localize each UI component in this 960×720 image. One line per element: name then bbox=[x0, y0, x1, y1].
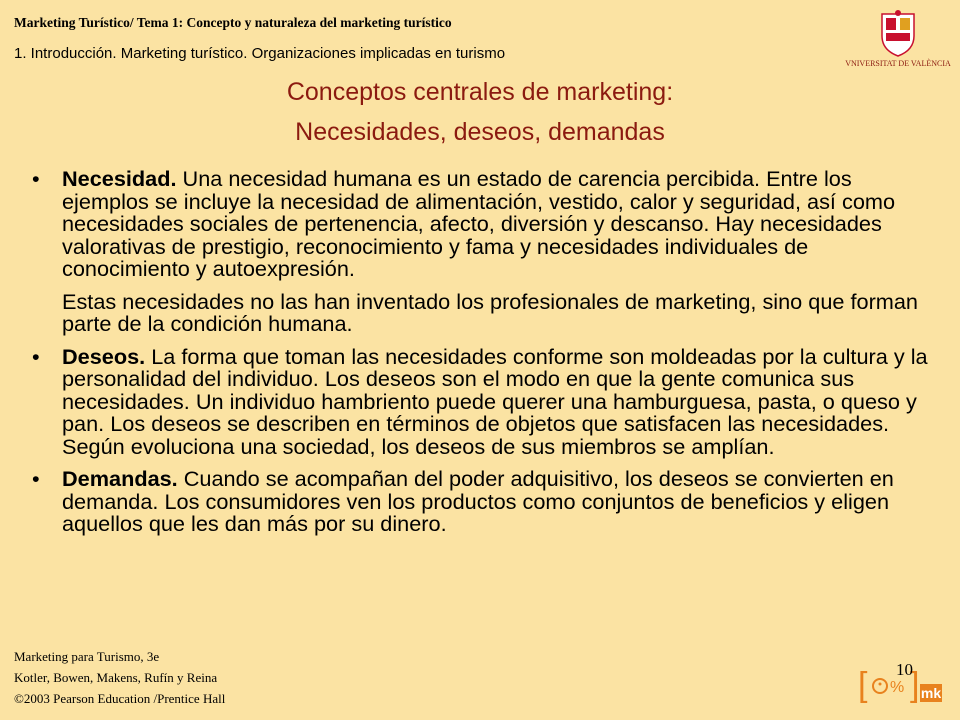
university-logo-text: VNIVERSITAT DE VALÈNCIA bbox=[845, 59, 951, 68]
face-icon bbox=[873, 679, 887, 693]
bullet-term: Necesidad. bbox=[62, 166, 177, 191]
bracket-left-icon: [ bbox=[858, 666, 868, 704]
mk-logo-text: mk bbox=[920, 685, 942, 701]
bullet-marker: • bbox=[32, 166, 40, 191]
footer-line-copyright: ©2003 Pearson Education /Prentice Hall bbox=[14, 691, 226, 706]
slide-title-line2: Necesidades, deseos, demandas bbox=[295, 118, 665, 146]
slide-title-line1: Conceptos centrales de marketing: bbox=[286, 78, 674, 106]
bullet-deseos bbox=[32, 343, 942, 459]
slide-body bbox=[32, 168, 942, 546]
university-crest-icon bbox=[882, 10, 914, 56]
course-title: Marketing Turístico/ Tema 1: Concepto y naturaleza del marketing turístico bbox=[14, 15, 452, 30]
university-logo bbox=[840, 8, 956, 70]
bullet-term: Deseos. bbox=[62, 343, 146, 369]
bullet-text: Cuando se acompañan del poder adquisitivo, los deseos se convierten en demanda. Los consumidores ven los productos como conjuntos de beneficios y eligen aquellos que les dan más por su dinero. bbox=[62, 466, 894, 536]
footer-line-authors: Kotler, Bowen, Makens, Rufín y Reina bbox=[14, 670, 218, 685]
bullet-continuation: Estas necesidades no las han inventado los profesionales de marketing, sino que forman parte de la condición humana. bbox=[62, 288, 918, 336]
bullet-demandas bbox=[32, 468, 942, 536]
bracket-right-icon: ] bbox=[910, 666, 920, 704]
bullet-term: Demandas. bbox=[62, 466, 178, 491]
bullet-necesidad bbox=[32, 168, 942, 281]
bullet-marker: • bbox=[32, 343, 40, 369]
bullet-text: Una necesidad humana es un estado de carencia percibida. Entre los ejemplos se incluye la necesidad de alimentación, vestido, calor y seguridad, así como necesidades sociales de pertenencia, afecto, diversión y descanso. Hay necesidades valorativas de prestigio, reconocimiento y fama y necesidades individuales de conocimiento y autoexpresión. bbox=[62, 166, 896, 281]
bullet-text: La forma que toman las necesidades conforme son moldeadas por la cultura y la personalidad del individuo. Los deseos son el modo en que la gente comunica sus necesidades. Un individuo hambriento puede querer una hamburguesa, pasta, o queso y pan. Los deseos se describen en términos de objetos que satisfacen las necesidades. Según evoluciona una sociedad, los deseos de sus miembros se amplían. bbox=[62, 343, 928, 459]
footer-line-book: Marketing para Turismo, 3e bbox=[14, 649, 160, 664]
footer-credits bbox=[14, 646, 225, 709]
page-number: 10 bbox=[896, 660, 913, 679]
bullet-marker: • bbox=[32, 466, 40, 491]
percent-icon: % bbox=[890, 679, 905, 696]
section-subtitle: 1. Introducción. Marketing turístico. Organizaciones implicadas en turismo bbox=[14, 45, 506, 62]
